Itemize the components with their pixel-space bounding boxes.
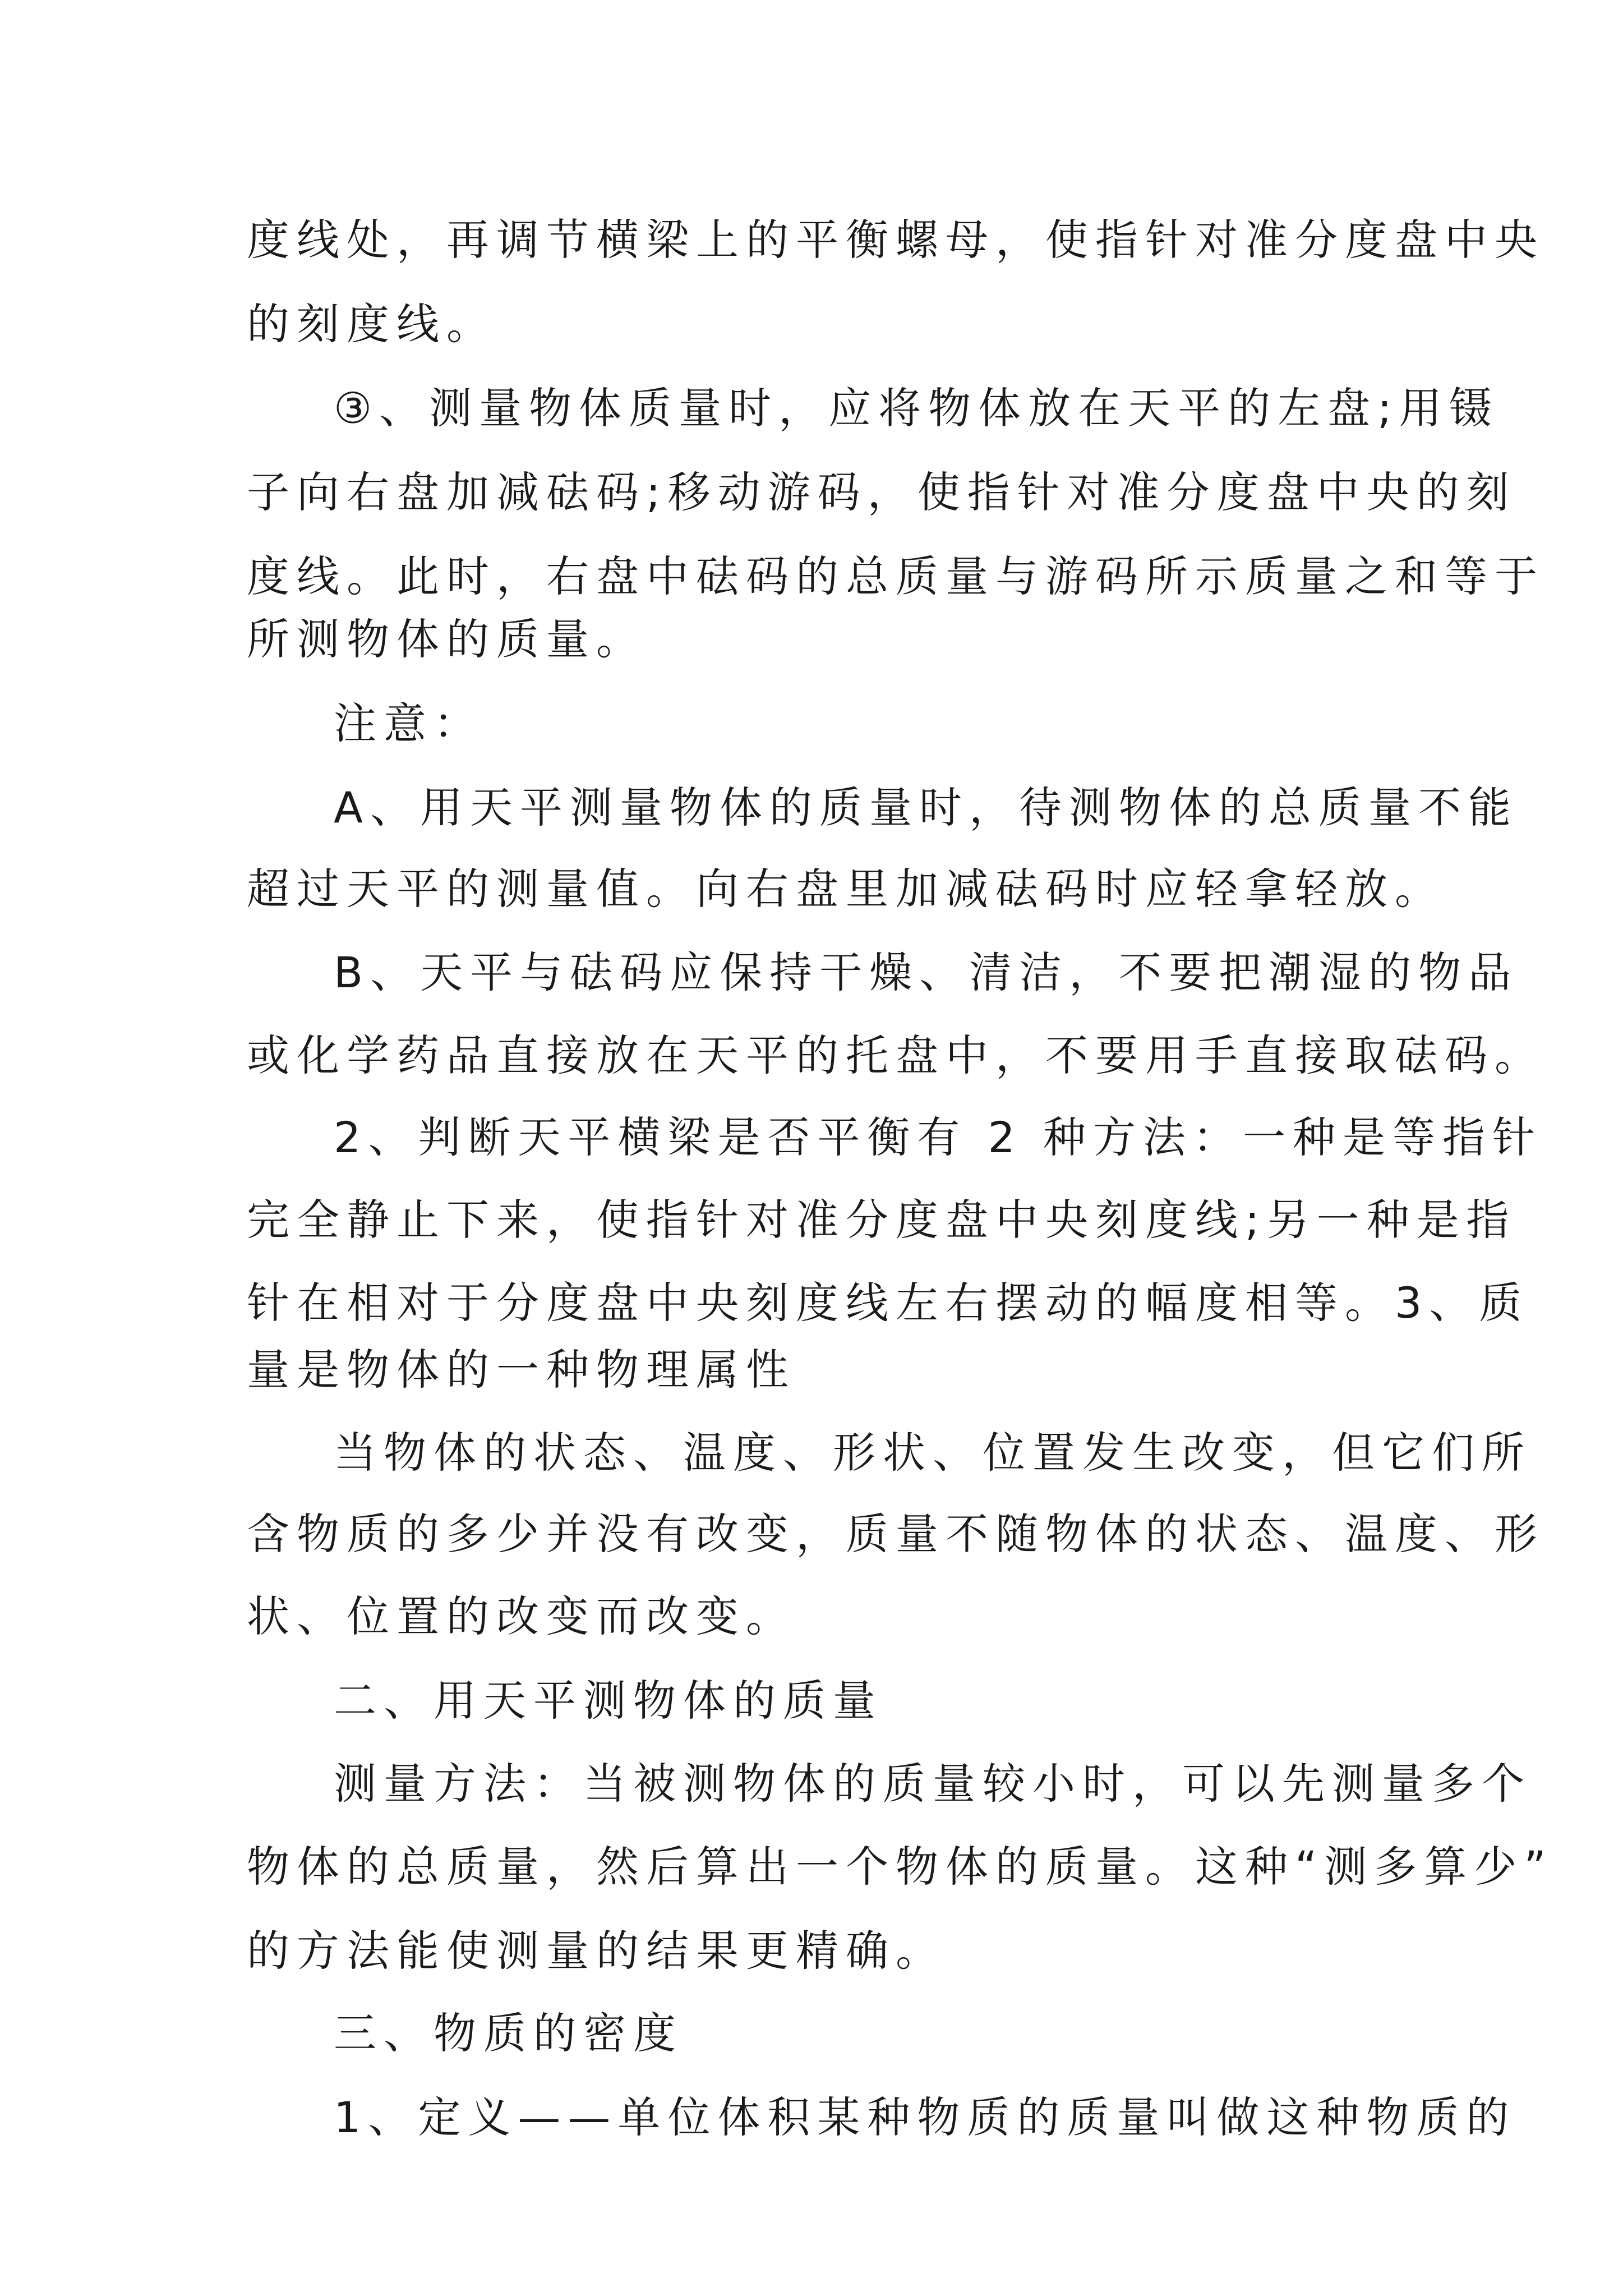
text-line: B、天平与砝码应保持干燥、清洁，不要把潮湿的物品 — [334, 947, 1519, 997]
text-line: 完全静止下来，使指针对准分度盘中央刻度线;另一种是指 — [247, 1195, 1516, 1245]
text-line: 注意： — [334, 698, 483, 748]
text-line: 2、判断天平横梁是否平衡有 2 种方法：一种是等指针 — [334, 1112, 1543, 1162]
text-line: 含物质的多少并没有改变，质量不随物体的状态、温度、形 — [247, 1509, 1544, 1559]
text-line: 三、物质的密度 — [334, 2008, 683, 2058]
text-line: 度线处，再调节横梁上的平衡螺母，使指针对准分度盘中央 — [247, 215, 1544, 265]
text-line: 超过天平的测量值。向右盘里加减砝码时应轻拿轻放。 — [247, 864, 1445, 914]
text-line: 度线。此时，右盘中砝码的总质量与游码所示质量之和等于 — [247, 551, 1544, 601]
text-line: 子向右盘加减砝码;移动游码，使指针对准分度盘中央的刻 — [247, 467, 1516, 517]
text-line: 状、位置的改变而改变。 — [247, 1591, 796, 1641]
text-line: 的刻度线。 — [247, 299, 496, 349]
text-line: 物体的总质量，然后算出一个物体的质量。这种“测多算少” — [247, 1842, 1553, 1892]
text-line: 所测物体的质量。 — [247, 614, 646, 664]
text-line: 针在相对于分度盘中央刻度线左右摆动的幅度相等。3、质 — [247, 1278, 1529, 1328]
text-line: 测量方法：当被测物体的质量较小时，可以先测量多个 — [334, 1759, 1532, 1809]
text-line: 的方法能使测量的结果更精确。 — [247, 1926, 946, 1976]
text-line: 1、定义——单位体积某种物质的质量叫做这种物质的 — [334, 2092, 1516, 2142]
text-line: 当物体的状态、温度、形状、位置发生改变，但它们所 — [334, 1428, 1532, 1478]
text-line: 二、用天平测物体的质量 — [334, 1676, 883, 1726]
text-line: ③、测量物体质量时，应将物体放在天平的左盘;用镊 — [334, 383, 1499, 433]
text-line: 或化学药品直接放在天平的托盘中，不要用手直接取砝码。 — [247, 1030, 1544, 1080]
text-line: A、用天平测量物体的质量时，待测物体的总质量不能 — [334, 783, 1518, 832]
text-line: 量是物体的一种物理属性 — [247, 1345, 796, 1395]
